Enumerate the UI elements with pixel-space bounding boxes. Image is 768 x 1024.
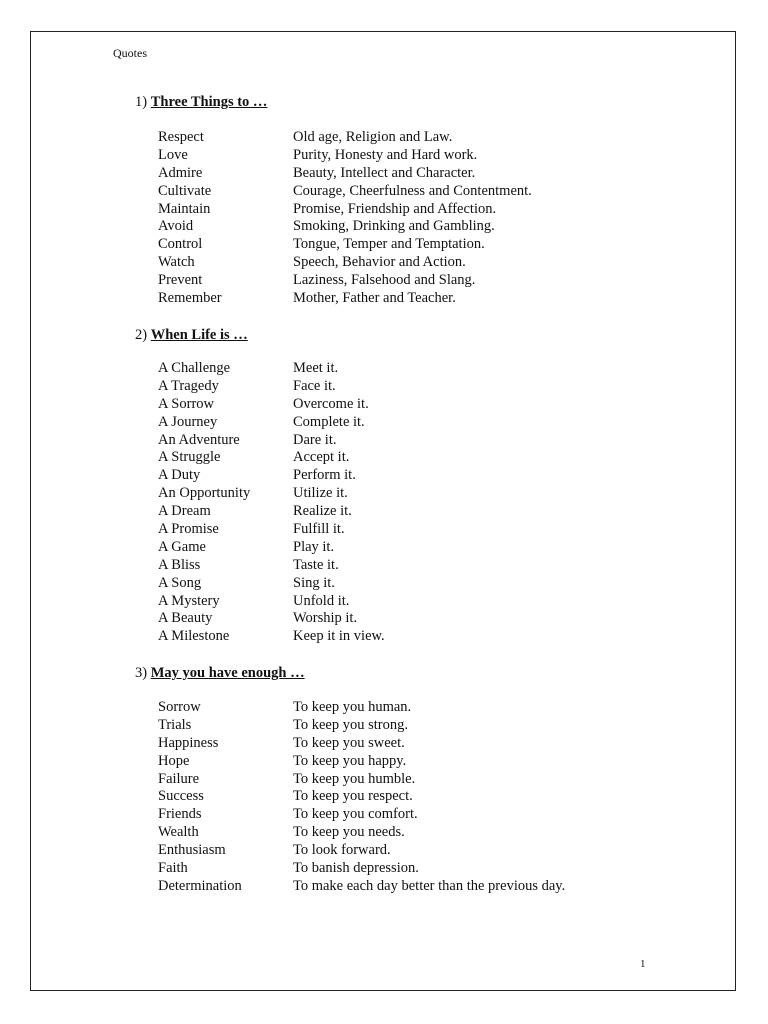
quote-row-term: A Journey — [158, 413, 218, 430]
quote-row-text: Taste it. — [293, 556, 339, 573]
quote-row-term: Remember — [158, 290, 222, 307]
quote-row-term: A Game — [158, 538, 206, 555]
quote-row-text: Perform it. — [293, 467, 356, 484]
quote-row-text: To keep you humble. — [293, 770, 416, 787]
quote-row-term: Failure — [158, 770, 200, 787]
quote-row-text: Play it. — [293, 538, 335, 555]
quote-row-text: Fulfill it. — [293, 521, 345, 538]
quote-row-text: Worship it. — [293, 610, 358, 627]
quote-row-term: A Struggle — [158, 449, 221, 466]
quote-row-text: Mother, Father and Teacher. — [293, 290, 456, 307]
quote-row-text: To keep you human. — [293, 699, 412, 715]
section-heading — [135, 326, 248, 344]
quote-row-term: Love — [158, 146, 188, 163]
quote-row-text: Beauty, Intellect and Character. — [293, 164, 476, 181]
quote-row-text: To banish depression. — [293, 860, 419, 877]
quote-row-text: Promise, Friendship and Affection. — [293, 200, 497, 217]
quote-row-term: Admire — [158, 164, 203, 181]
quote-row-text: Face it. — [293, 377, 336, 394]
quote-row-term: A Mystery — [158, 592, 220, 609]
section-heading — [135, 664, 305, 682]
quote-row-text: To keep you sweet. — [293, 734, 405, 751]
quote-row-text: Meet it. — [293, 360, 339, 376]
quote-row-term: Faith — [158, 860, 188, 877]
quote-row-text: Laziness, Falsehood and Slang. — [293, 272, 476, 289]
quote-row-term: A Milestone — [158, 628, 230, 645]
quote-row-text: Smoking, Drinking and Gambling. — [293, 218, 495, 235]
quote-row-text: Sing it. — [293, 574, 335, 591]
quote-row-term: A Song — [158, 574, 202, 591]
quote-row-text: To keep you respect. — [293, 788, 413, 805]
quote-row-term: A Promise — [158, 521, 219, 538]
quote-row-text: Purity, Honesty and Hard work. — [293, 146, 478, 163]
quote-row-term: Prevent — [158, 272, 203, 289]
quote-row-term: Determination — [158, 877, 242, 894]
quote-row-term: Success — [158, 788, 204, 805]
quote-row-term: Avoid — [158, 218, 194, 235]
quote-row-term: Sorrow — [158, 699, 201, 715]
quote-row-text: To keep you strong. — [293, 716, 408, 733]
quote-row-term: Maintain — [158, 200, 211, 217]
quote-row-term: Respect — [158, 129, 204, 145]
quote-row-term: A Sorrow — [158, 395, 214, 412]
quote-row-text: To make each day better than the previous day. — [293, 877, 566, 894]
quote-row-text: Utilize it. — [293, 485, 348, 502]
section-title: When Life is … — [150, 327, 248, 343]
section-number: 3) — [135, 665, 148, 681]
quote-row-text: Overcome it. — [293, 395, 369, 412]
quote-row-text: To keep you happy. — [293, 752, 407, 769]
quote-row-text: Unfold it. — [293, 592, 350, 609]
quote-row-text: Tongue, Temper and Temptation. — [293, 236, 485, 253]
quote-row-term: An Adventure — [158, 431, 240, 448]
quote-row-term: Friends — [158, 806, 202, 823]
quote-row-text: To keep you needs. — [293, 824, 405, 841]
quote-row-text: Complete it. — [293, 413, 365, 430]
quote-row-term: Trials — [158, 716, 192, 733]
page-header: Quotes — [113, 46, 147, 60]
quote-row-text: To look forward. — [293, 842, 391, 859]
quote-row-text: Speech, Behavior and Action. — [293, 254, 466, 271]
quote-row-term: A Tragedy — [158, 377, 219, 394]
section-heading — [135, 93, 267, 111]
quote-row-text: Realize it. — [293, 503, 352, 520]
quote-row-text: Dare it. — [293, 431, 337, 448]
quote-row-term: A Beauty — [158, 610, 213, 627]
quote-row-term: Happiness — [158, 734, 219, 751]
section-may-you-have-enough — [135, 664, 566, 894]
quote-row-text: Keep it in view. — [293, 628, 385, 645]
quote-row-term: A Dream — [158, 503, 211, 520]
section-three-things — [135, 93, 532, 307]
quote-row-term: An Opportunity — [158, 485, 251, 502]
quote-row-term: A Challenge — [158, 360, 231, 376]
section-number: 1) — [135, 94, 148, 110]
quote-row-term: Cultivate — [158, 182, 212, 199]
quote-row-text: To keep you comfort. — [293, 806, 418, 823]
section-when-life-is — [135, 326, 385, 645]
quote-row-term: Control — [158, 236, 203, 253]
quote-row-term: A Duty — [158, 467, 201, 484]
section-title: May you have enough … — [150, 665, 305, 681]
quote-row-text: Old age, Religion and Law. — [293, 129, 453, 145]
quote-row-text: Courage, Cheerfulness and Contentment. — [293, 182, 532, 199]
quote-row-text: Accept it. — [293, 449, 350, 466]
quote-row-term: Wealth — [158, 824, 199, 841]
section-title: Three Things to … — [150, 94, 268, 110]
section-number: 2) — [135, 327, 148, 343]
page-number: 1 — [640, 958, 646, 970]
quote-row-term: Watch — [158, 254, 195, 271]
quote-row-term: A Bliss — [158, 556, 201, 573]
quote-row-term: Enthusiasm — [158, 842, 226, 859]
quote-row-term: Hope — [158, 752, 190, 769]
